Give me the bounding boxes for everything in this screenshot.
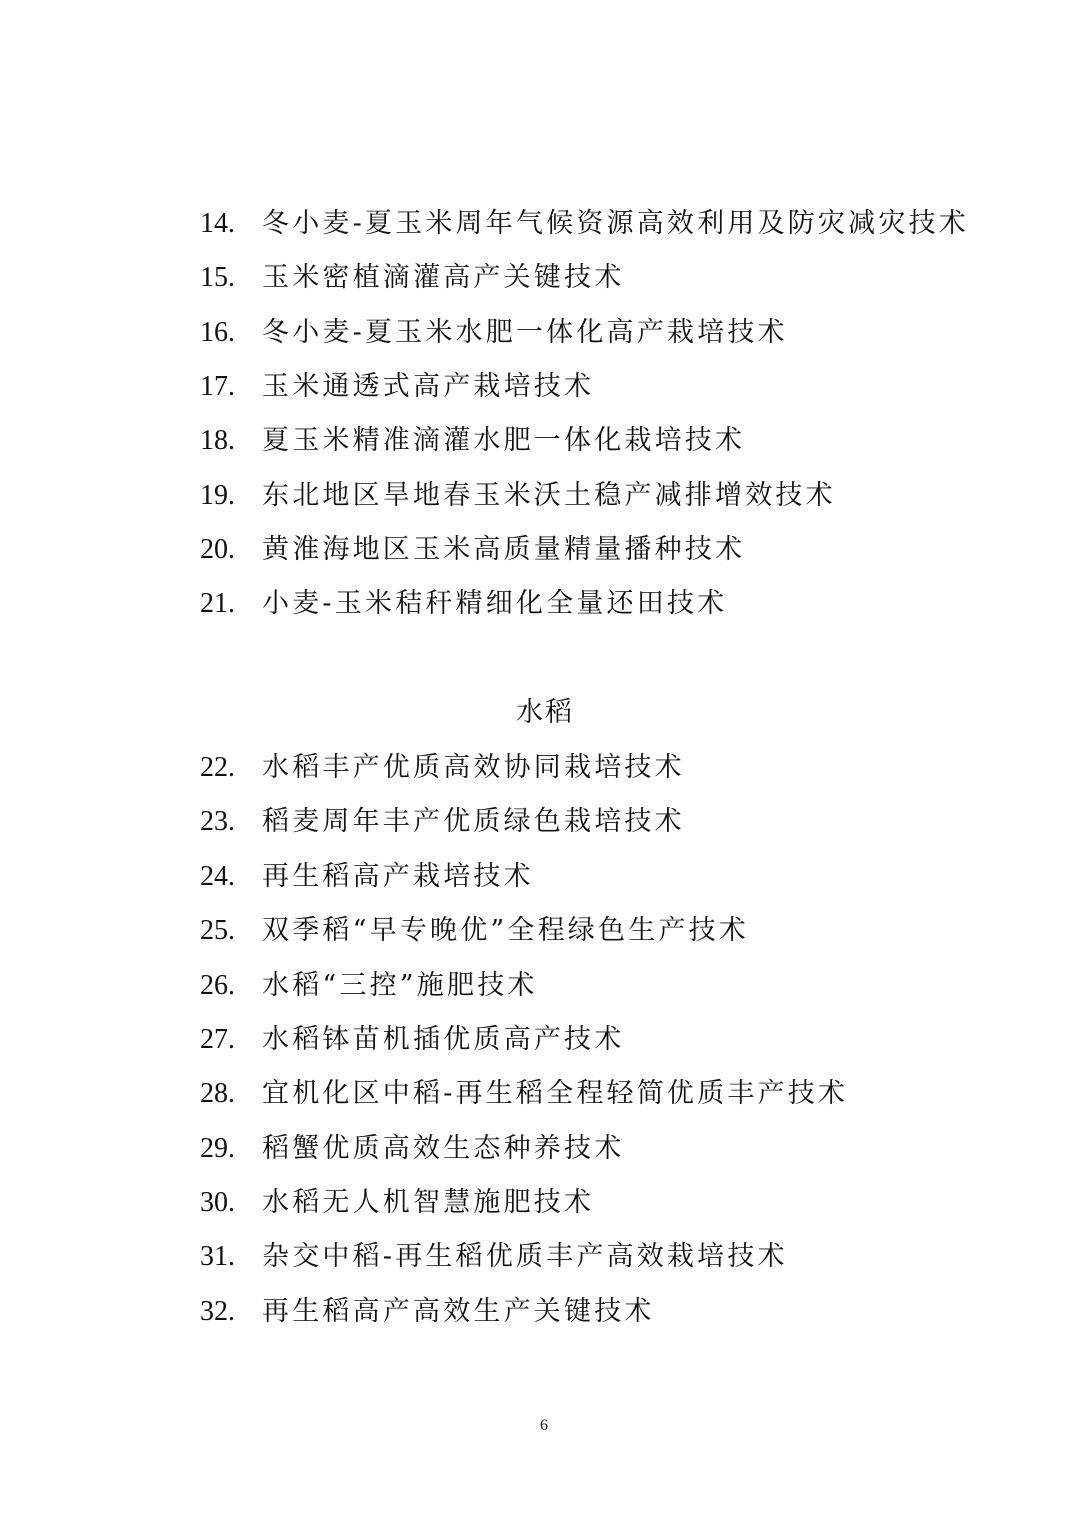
list-item [200, 1129, 624, 1169]
item-text: 冬小麦-夏玉米水肥一体化高产栽培技术 [262, 317, 788, 348]
item-text: 稻麦周年丰产优质绿色栽培技术 [262, 806, 685, 837]
list-item [200, 584, 727, 624]
list-item [200, 530, 745, 570]
item-number: 32. [200, 1296, 235, 1327]
list-item [200, 367, 594, 407]
page-number: 6 [540, 1417, 548, 1434]
item-text: 玉米通透式高产栽培技术 [262, 371, 595, 402]
list-item [200, 748, 685, 788]
item-text: 东北地区旱地春玉米沃土稳产减排增效技术 [262, 480, 836, 511]
item-text: 水稻“三控”施肥技术 [262, 970, 538, 1001]
item-number: 18. [200, 425, 235, 456]
item-number: 16. [200, 317, 235, 348]
item-number: 25. [200, 915, 235, 946]
item-text: 水稻钵苗机插优质高产技术 [262, 1024, 625, 1055]
list-item [200, 204, 969, 244]
list-item [200, 1020, 624, 1060]
item-number: 28. [200, 1078, 235, 1109]
list-item [200, 258, 624, 298]
item-text: 夏玉米精准滴灌水肥一体化栽培技术 [262, 425, 746, 456]
item-number: 15. [200, 262, 235, 293]
item-number: 31. [200, 1241, 235, 1272]
item-text: 黄淮海地区玉米高质量精量播种技术 [262, 534, 746, 565]
item-number: 26. [200, 970, 235, 1001]
item-text: 水稻丰产优质高效协同栽培技术 [262, 752, 685, 783]
list-item [200, 1237, 788, 1277]
item-number: 20. [200, 534, 235, 565]
list-item [200, 966, 538, 1006]
item-number: 23. [200, 806, 235, 837]
item-number: 22. [200, 752, 235, 783]
item-number: 17. [200, 371, 235, 402]
item-text: 冬小麦-夏玉米周年气候资源高效利用及防灾减灾技术 [262, 208, 969, 239]
item-text: 水稻无人机智慧施肥技术 [262, 1187, 595, 1218]
item-number: 21. [200, 588, 235, 619]
list-item [200, 1183, 594, 1223]
list-item [200, 857, 534, 897]
list-item [200, 421, 745, 461]
list-item [200, 476, 836, 516]
item-text: 小麦-玉米秸秆精细化全量还田技术 [262, 588, 728, 619]
item-text: 再生稻高产高效生产关键技术 [262, 1296, 655, 1327]
item-text: 稻蟹优质高效生态种养技术 [262, 1133, 625, 1164]
item-text: 再生稻高产栽培技术 [262, 861, 534, 892]
item-text: 玉米密植滴灌高产关键技术 [262, 262, 625, 293]
item-number: 14. [200, 208, 235, 239]
item-text: 宜机化区中稻-再生稻全程轻简优质丰产技术 [262, 1078, 849, 1109]
item-number: 29. [200, 1133, 235, 1164]
list-item [200, 802, 685, 842]
item-number: 27. [200, 1024, 235, 1055]
item-number: 30. [200, 1187, 235, 1218]
list-item [200, 911, 749, 951]
list-item [200, 1292, 655, 1332]
item-text: 双季稻“早专晚优”全程绿色生产技术 [262, 915, 750, 946]
section-heading: 水稻 [516, 697, 574, 728]
item-number: 19. [200, 480, 235, 511]
item-number: 24. [200, 861, 235, 892]
item-text: 杂交中稻-再生稻优质丰产高效栽培技术 [262, 1241, 788, 1272]
list-item [200, 1074, 848, 1114]
list-item [200, 313, 788, 353]
